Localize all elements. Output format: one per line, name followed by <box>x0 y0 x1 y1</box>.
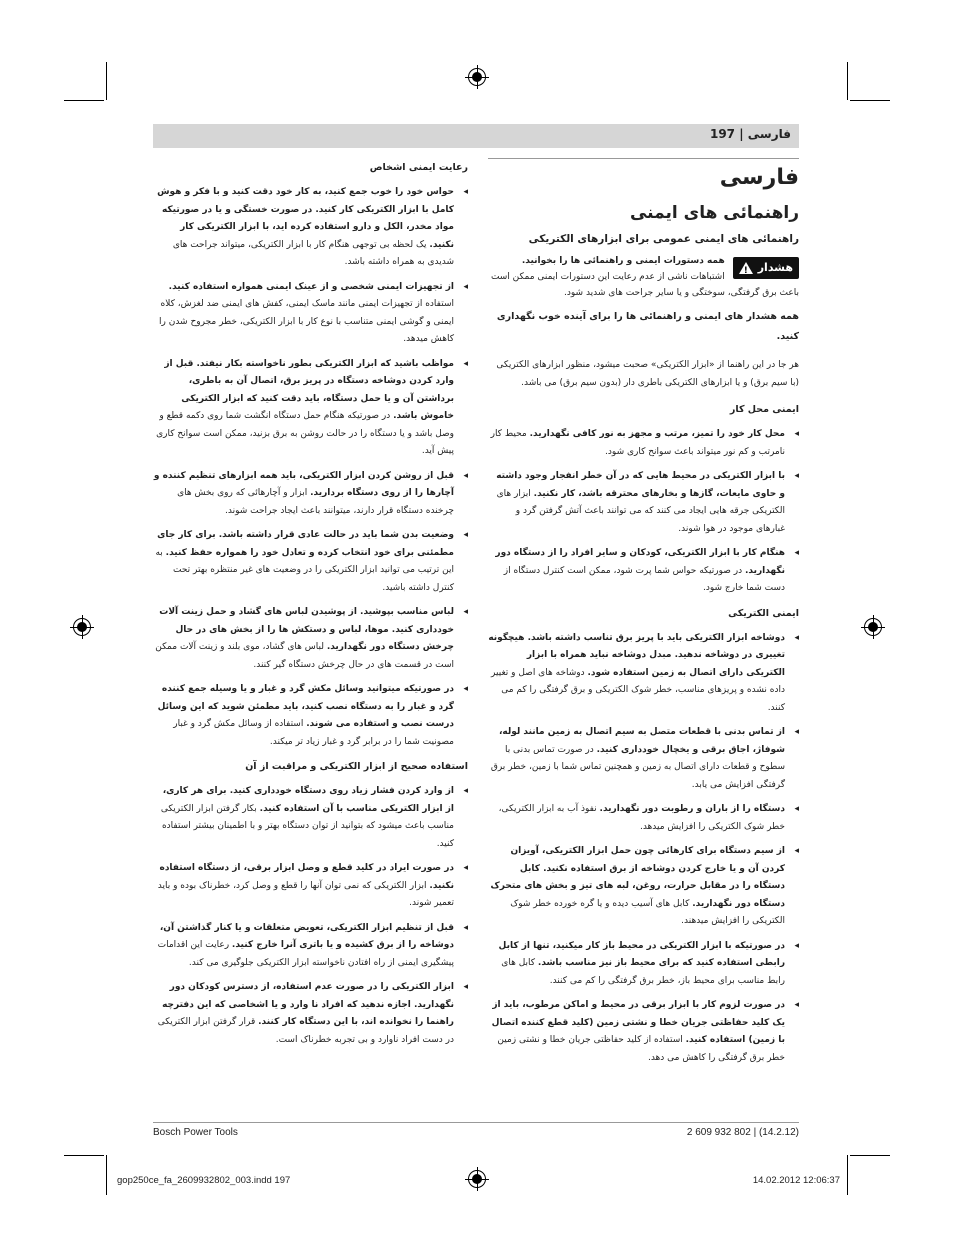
item-bold-text: از وارد کردن فشار زیاد روی دستگاه خودداری کنید. برای هر کاری، از ابزار الکتریکی مناسب با آن استفاده کنید. <box>162 786 454 814</box>
item-bold-text: دستگاه را از باران و رطوبت دور نگهدارید. <box>599 804 785 814</box>
crop-mark <box>106 62 107 100</box>
registration-mark-icon <box>864 618 882 636</box>
section-title: استفاده صحیح از ابزار الکتریکی و مراقبت از آن <box>245 761 468 772</box>
item-bold-text: در صورت ایراد در کلید قطع و وصل ابزار برقی، از دستگاه استفاده نکنید. <box>159 863 454 891</box>
list-item <box>488 545 799 598</box>
item-bold-text: از تماس بدنی با قطعات متصل به سیم اتصال به زمین مانند لوله، شوفاژ، اجاق برقی و یخچال خودداری کنید. <box>499 727 785 755</box>
keep-instructions-note: همه هشدار های ایمنی و راهنمائی ها را برای آینده خوب نگهداری کنید. <box>496 311 799 342</box>
list-item <box>488 843 799 931</box>
crop-mark <box>64 100 104 101</box>
section-title: ایمنی الکتریکی <box>728 607 799 619</box>
item-text: محیط کار نامرتب و کم نور میتواند باعث سوانح کاری شود. <box>490 429 785 457</box>
item-bold-text: لباس مناسب بپوشید. از پوشیدن لباس های گشاد و حمل زینت آلات خودداری کنید. موها، لباس و دستکش ها را از بخش های در حال چرخش دستگاه دور نگهدارید. <box>159 607 454 652</box>
main-heading: راهنمائی های ایمنی <box>629 203 799 223</box>
list-item <box>153 527 468 597</box>
section-personal-safety <box>153 160 468 751</box>
crop-mark <box>850 100 890 101</box>
crop-mark <box>64 1155 104 1156</box>
item-bold-text: از سیم دستگاه برای کارهائی چون حمل ابزار الکتریکی، آویزان کردن آن و یا خارج کردن دوشاخه از برق استفاده نکنید. کابل دستگاه را در مقابل حرارت، روغن، لبه های تیز و بخش های متحرک دستگاه دور نگهدارید. <box>490 846 785 909</box>
item-bold-text: ابزار الکتریکی را در صورت عدم استفاده، از دسترس کودکان دور نگهدارید. اجازه ندهید که افراد نا وارد و یا اشخاصی که این دفترچه راهنما را نخوانده اند، با این دستگاه کار کنند. <box>162 982 454 1027</box>
item-bold-text: وضعیت بدن شما باید در حالت عادی قرار داشته باشد. برای کار جای مطمئنی برای خود انتخاب کرده و تعادل خود را همواره حفظ کنید. <box>157 530 454 558</box>
warning-triangle-icon <box>739 262 753 274</box>
crop-mark <box>847 62 848 100</box>
item-bold-text: حواس خود را خوب جمع کنید، به کار خود دقت کنید و با فکر و هوش کامل با ابزار الکتریکی کار کنید. در صورت خستگی و یا در صورتیکه مواد مخدر، الکل و دارو استفاده کرده اید، با ابزار الکتریکی کار نکنید. <box>157 187 454 250</box>
item-text: استفاده از کلید حفاظتی جریان خطا و نشتی زمین خطر برق گرفتگی را کاهش می دهد. <box>497 1035 785 1063</box>
item-text: استفاده از تجهیزات ایمنی مانند ماسک ایمنی، کفش های ایمنی ضد لغزش، کلاه ایمنی و گوشی ایمنی متناسب با نوع کار با ابزار الکتریکی، خطر مجروح شدن را کاهش میدهد. <box>159 299 454 344</box>
crop-mark <box>850 1155 890 1156</box>
list-item <box>488 724 799 794</box>
item-bold-text: مواظب باشید که ابزار الکتریکی بطور ناخواسته بکار نیفتد. قبل از وارد کردن دوشاخه دستگاه در پریز برق، اتصال آن به باطری، برداشتن آن و یا حمل دستگاه، باید دقت کنید که ابزار الکتریکی خاموش باشد. <box>164 358 454 421</box>
registration-mark-icon <box>73 618 91 636</box>
right-column <box>488 158 799 1074</box>
item-text: استفاده از وسائل مکش گرد و غبار مصونیت شما را در برابر گرد و غبار زیاد تر میکند. <box>173 719 454 747</box>
item-bold-text: از تجهیزات ایمنی شخصی و از عینک ایمنی همواره استفاده کنید. <box>168 281 454 292</box>
crop-mark <box>106 1155 107 1195</box>
footer-divider <box>153 1122 799 1123</box>
item-text: کابل های آسیب دیده و یا گره خورده خطر شوک الکتریکی را افزایش میدهند. <box>510 898 785 926</box>
item-bold-text: قبل از تنظیم ابزار الکتریکی، تعویض متعلقات و یا کنار گذاشتن آن، دوشاخه را از برق کشیده و یا باتری آنرا خارج کنید. <box>159 922 454 950</box>
registration-mark-icon <box>468 68 486 86</box>
item-text: در صورتیکه هنگام حمل دستگاه انگشت شما روی دکمه قطع و وصل باشد و یا دستگاه را در حالت روشن به برق بزنید، ممکن است سوانح کاری پیش آید. <box>156 411 454 456</box>
warning-badge-label: هشدار <box>757 261 793 274</box>
list-item <box>153 783 468 853</box>
section-tool-use-and-care <box>153 759 468 1049</box>
item-text: دوشاخه های اصل و تغییر داده نشده و پریزهای مناسب، خطر شوک الکتریکی و برق گرفتگی را کم می کنند. <box>491 667 785 713</box>
section-title: ایمنی محل کار <box>729 404 799 415</box>
list-item <box>488 468 799 538</box>
sub-heading: راهنمائی های ایمنی عمومی برای ابزارهای الکتریکی <box>528 233 799 245</box>
warning-bold-text: همه دستورات ایمنی و راهنمائی ها را بخوانید. <box>521 256 725 266</box>
registration-mark-icon <box>468 1170 486 1188</box>
print-slug-date: 14.02.2012 12:06:37 <box>752 1175 840 1186</box>
item-bold-text: دوشاخه ابزار الکتریکی باید با پریز برق تناسب داشته باشد. هیچگونه تغییری در دوشاخه ندهید. مبدل دوشاخه نباید همراه با ابزار الکتریکی دارای اتصال به زمین استفاده شود. <box>488 632 785 678</box>
left-column <box>153 158 468 1056</box>
list-item <box>488 938 799 991</box>
item-text: رعایت این اقدامات پیشگیری ایمنی از راه افتادن ناخواسته ابزار الکتریکی جلوگیری می کند. <box>157 940 454 968</box>
print-slug-file: gop250ce_fa_2609932802_003.indd 197 <box>117 1175 291 1186</box>
list-item <box>488 630 799 718</box>
item-text: کابل های رابط مناسب برای محیط باز، خطر برق گرفتگی را کم می کنند. <box>501 958 785 986</box>
page-header <box>153 124 799 148</box>
list-item <box>488 426 799 461</box>
item-text: به این ترتیب می توانید ابزار الکتریکی را در وضعیت های غیر منتظره بهتر تحت کنترل داشته باشید. <box>155 547 454 593</box>
list-item <box>153 920 468 973</box>
item-bold-text: قبل از روشن کردن ابزار الکتریکی، باید همه ابزارهای تنظیم کننده و آچارها را از روی دستگاه بردارید. <box>153 470 454 498</box>
warning-badge <box>733 257 799 279</box>
item-bold-text: در صورت لزوم کار با ابزار برقی در محیط و اماکن مرطوب، باید از یک کلید حفاظتی جریان خطا و نشتی زمین (کلید قطع کننده اتصال با زمین) استفاده کنید. <box>491 1000 785 1045</box>
item-text: نفوذ آب به ابزار الکتریکی، خطر شوک الکتریکی را افزایش میدهد. <box>498 804 785 832</box>
footer-brand: Bosch Power Tools <box>153 1127 238 1138</box>
list-item <box>153 979 468 1049</box>
section-electrical-safety <box>488 606 799 1068</box>
footer-doc-code: 2 609 932 802 | (14.2.12) <box>686 1127 799 1138</box>
item-text: ابزار و آچارهائی که روی بخش های چرخنده دستگاه قرار دارند، میتوانند باعث ایجاد جراحت شوند. <box>177 488 454 516</box>
list-item <box>153 356 468 461</box>
language-title: فارسی <box>488 158 799 193</box>
item-text: بکار گرفتن ابزار الکتریکی مناسب باعث میشود که بتوانید از توان دستگاه بهتر و با اطمینان بیشتر استفاده کنید. <box>160 803 454 849</box>
definition-paragraph: هر جا در این راهنما از «ابزار الکتریکی» صحبت میشود، منظور ابزارهای الکتریکی (با سیم برق) و یا ابزارهای الکتریکی باطری دار (بدون سیم برق) می باشد. <box>496 360 799 388</box>
list-item <box>153 860 468 913</box>
item-text: ابزار های الکتریکی جرقه هایی ایجاد می کنند که می توانند باعث آتش گرفتن گرد و غبارهای موجود در هوا شوند. <box>496 488 785 534</box>
item-text: قرار گرفتن ابزار الکتریکی در دست افراد ناوارد و بی تجربه خطرناک است. <box>157 1017 454 1045</box>
warning-text: اشتباهات ناشی از عدم رعایت این دستورات ایمنی ممکن است باعث برق گرفتگی، سوختگی و یا سایر جراحت های شدید شود. <box>490 272 799 298</box>
item-text: در صورتیکه حواس شما پرت شود، ممکن است کنترل دستگاه از دست شما خارج شود. <box>503 565 785 593</box>
item-bold-text: هنگام کار با ابزار الکتریکی، کودکان و سایر افراد را از دستگاه دور نگهدارید. <box>495 548 785 576</box>
item-bold-text: در صورتیکه با ابزار الکتریکی در محیط باز کار میکنید، تنها از کابل رابطی استفاده کنید که برای محیط باز نیز مناسب باشد. <box>498 940 785 968</box>
item-text: لباس های گشاد، موی بلند و زینت آلات ممکن است در قسمت های در حال چرخش دستگاه گیر کنند. <box>155 642 454 670</box>
list-item <box>153 604 468 674</box>
page-header-text: فارسی | 197 <box>709 127 791 141</box>
list-item <box>488 997 799 1067</box>
list-item <box>153 468 468 521</box>
section-workplace-safety <box>488 402 799 598</box>
list-item <box>153 184 468 272</box>
item-bold-text: محل کار خود را تمیز، مرتب و مجهز به نور کافی نگهدارید. <box>529 429 785 439</box>
item-bold-text: در صورتیکه میتوانید وسائل مکش گرد و غبار و یا وسیله جمع کننده گرد و غبار را به دستگاه نصب کنید، باید مطمئن شوید که این وسائل درست نصب و استفاده می شوند. <box>157 684 454 729</box>
crop-mark <box>847 1155 848 1195</box>
list-item <box>153 681 468 751</box>
item-bold-text: با ابزار الکتریکی در محیط هایی که در آن خطر انفجار وجود داشته و حاوی مایعات، گازها و بخارهای محترقه باشد، کار نکنید. <box>496 471 785 499</box>
section-title: رعایت ایمنی اشخاص <box>369 162 468 173</box>
item-text: یک لحظه بی توجهی هنگام کار با ابزار الکتریکی، میتواند جراحت های شدیدی به همراه داشته باشد. <box>172 239 454 267</box>
list-item <box>153 279 468 349</box>
warning-block <box>488 253 799 301</box>
list-item <box>488 801 799 836</box>
item-text: در صورت تماس بدنی با سطوح و قطعات دارای اتصال به زمین و همچنین تماس شما با زمین، خطر برق گرفتگی افزایش می یابد. <box>490 744 785 790</box>
item-text: ابزار الکتریکی که نمی توان آنها را قطع و وصل کرد، خطرناک بوده و باید تعمیر شوند. <box>157 880 454 908</box>
